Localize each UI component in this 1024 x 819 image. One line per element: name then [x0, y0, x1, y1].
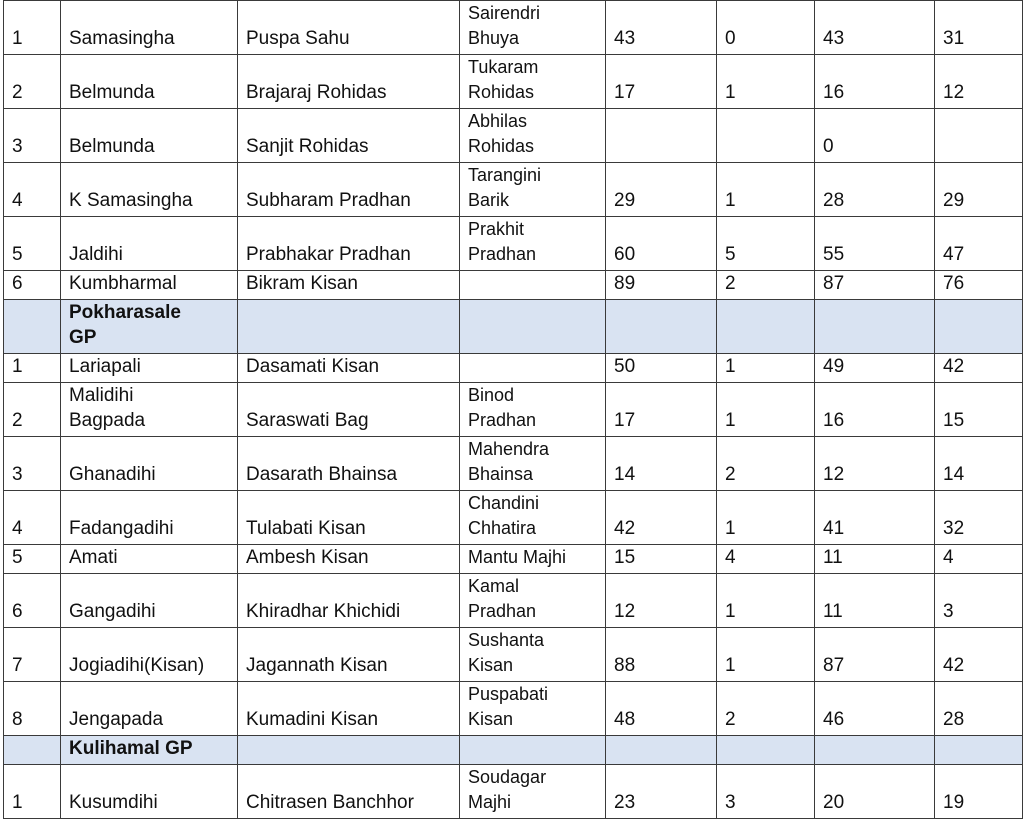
name1-cell: Ambesh Kisan: [238, 545, 460, 574]
village-cell: Kumbharmal: [61, 271, 238, 300]
value2-cell: 2: [717, 271, 815, 300]
value4-cell: 19: [935, 765, 1023, 819]
value4-cell: 42: [935, 628, 1023, 682]
name2-cell: Puspabati Kisan: [460, 682, 606, 736]
empty-cell: [238, 736, 460, 765]
name2-cell: Mahendra Bhainsa: [460, 437, 606, 491]
name2-cell: Binod Pradhan: [460, 383, 606, 437]
village-cell: Belmunda: [61, 109, 238, 163]
village-cell: Samasingha: [61, 1, 238, 55]
name1-cell: Bikram Kisan: [238, 271, 460, 300]
value2-cell: 3: [717, 765, 815, 819]
value3-cell: 41: [815, 491, 935, 545]
serial-number-cell: 4: [4, 491, 61, 545]
value2-cell: 1: [717, 383, 815, 437]
value4-cell: 12: [935, 55, 1023, 109]
value4-cell: 4: [935, 545, 1023, 574]
value1-cell: 29: [606, 163, 717, 217]
serial-number-cell: 1: [4, 1, 61, 55]
name2-cell: Kamal Pradhan: [460, 574, 606, 628]
empty-cell: [717, 736, 815, 765]
gp-name-cell: Pokharasale GP: [61, 300, 238, 354]
empty-cell: [460, 736, 606, 765]
value4-cell: 15: [935, 383, 1023, 437]
name2-cell: [460, 271, 606, 300]
value2-cell: 1: [717, 354, 815, 383]
table-row: [4, 437, 1023, 491]
table-row: [4, 109, 1023, 163]
value2-cell: 2: [717, 437, 815, 491]
value1-cell: 12: [606, 574, 717, 628]
value2-cell: 1: [717, 628, 815, 682]
serial-number-cell: 7: [4, 628, 61, 682]
value4-cell: 76: [935, 271, 1023, 300]
name2-cell: Chandini Chhatira: [460, 491, 606, 545]
village-cell: Fadangadihi: [61, 491, 238, 545]
value2-cell: 1: [717, 55, 815, 109]
value3-cell: 28: [815, 163, 935, 217]
village-cell: Malidihi Bagpada: [61, 383, 238, 437]
name1-cell: Chitrasen Banchhor: [238, 765, 460, 819]
table-row: [4, 574, 1023, 628]
name2-cell: Mantu Majhi: [460, 545, 606, 574]
value1-cell: 43: [606, 1, 717, 55]
value1-cell: 50: [606, 354, 717, 383]
table-row: [4, 383, 1023, 437]
value1-cell: 88: [606, 628, 717, 682]
value1-cell: 15: [606, 545, 717, 574]
name1-cell: Sanjit Rohidas: [238, 109, 460, 163]
gp-header-row: [4, 300, 1023, 354]
name2-cell: Sairendri Bhuya: [460, 1, 606, 55]
village-cell: Belmunda: [61, 55, 238, 109]
value1-cell: 48: [606, 682, 717, 736]
village-cell: Jengapada: [61, 682, 238, 736]
name1-cell: Dasamati Kisan: [238, 354, 460, 383]
name1-cell: Brajaraj Rohidas: [238, 55, 460, 109]
empty-cell: [606, 736, 717, 765]
value2-cell: [717, 109, 815, 163]
value3-cell: 87: [815, 271, 935, 300]
value2-cell: 5: [717, 217, 815, 271]
serial-number-cell: 3: [4, 109, 61, 163]
serial-number-cell: 2: [4, 55, 61, 109]
value2-cell: 2: [717, 682, 815, 736]
value3-cell: 43: [815, 1, 935, 55]
value1-cell: 23: [606, 765, 717, 819]
village-cell: Jogiadihi(Kisan): [61, 628, 238, 682]
value3-cell: 20: [815, 765, 935, 819]
value3-cell: 87: [815, 628, 935, 682]
table-row: [4, 491, 1023, 545]
serial-number-cell: 5: [4, 545, 61, 574]
village-cell: Ghanadihi: [61, 437, 238, 491]
name1-cell: Jagannath Kisan: [238, 628, 460, 682]
value1-cell: 42: [606, 491, 717, 545]
serial-number-cell: 2: [4, 383, 61, 437]
value3-cell: 16: [815, 383, 935, 437]
name2-cell: Prakhit Pradhan: [460, 217, 606, 271]
table-row: [4, 628, 1023, 682]
gp-header-row: [4, 736, 1023, 765]
value2-cell: 1: [717, 163, 815, 217]
table-row: [4, 55, 1023, 109]
value4-cell: 28: [935, 682, 1023, 736]
name1-cell: Prabhakar Pradhan: [238, 217, 460, 271]
table-row: [4, 217, 1023, 271]
value3-cell: 11: [815, 545, 935, 574]
table-row: [4, 1, 1023, 55]
empty-cell: [606, 300, 717, 354]
serial-number-cell: 5: [4, 217, 61, 271]
serial-number-cell: 8: [4, 682, 61, 736]
value1-cell: [606, 109, 717, 163]
value1-cell: 60: [606, 217, 717, 271]
value3-cell: 0: [815, 109, 935, 163]
table-row: [4, 271, 1023, 300]
value1-cell: 17: [606, 55, 717, 109]
village-cell: Amati: [61, 545, 238, 574]
serial-number-cell: 1: [4, 354, 61, 383]
table-row: [4, 765, 1023, 819]
value4-cell: [935, 109, 1023, 163]
value1-cell: 89: [606, 271, 717, 300]
value4-cell: 14: [935, 437, 1023, 491]
name1-cell: Dasarath Bhainsa: [238, 437, 460, 491]
value3-cell: 49: [815, 354, 935, 383]
value3-cell: 46: [815, 682, 935, 736]
value1-cell: 14: [606, 437, 717, 491]
name2-cell: Abhilas Rohidas: [460, 109, 606, 163]
empty-cell: [4, 736, 61, 765]
table-row: [4, 545, 1023, 574]
value4-cell: 29: [935, 163, 1023, 217]
table-row: [4, 682, 1023, 736]
serial-number-cell: 6: [4, 271, 61, 300]
value3-cell: 11: [815, 574, 935, 628]
value3-cell: 55: [815, 217, 935, 271]
value3-cell: 16: [815, 55, 935, 109]
name1-cell: Saraswati Bag: [238, 383, 460, 437]
gp-name-cell: Kulihamal GP: [61, 736, 238, 765]
table-row: [4, 354, 1023, 383]
value3-cell: 12: [815, 437, 935, 491]
value2-cell: 1: [717, 491, 815, 545]
name2-cell: Sushanta Kisan: [460, 628, 606, 682]
table-body: [4, 1, 1023, 819]
empty-cell: [935, 300, 1023, 354]
village-cell: Jaldihi: [61, 217, 238, 271]
empty-cell: [460, 300, 606, 354]
empty-cell: [238, 300, 460, 354]
value2-cell: 0: [717, 1, 815, 55]
village-cell: Kusumdihi: [61, 765, 238, 819]
name2-cell: Tarangini Barik: [460, 163, 606, 217]
serial-number-cell: 1: [4, 765, 61, 819]
value4-cell: 3: [935, 574, 1023, 628]
value4-cell: 32: [935, 491, 1023, 545]
name2-cell: Tukaram Rohidas: [460, 55, 606, 109]
serial-number-cell: 3: [4, 437, 61, 491]
name2-cell: Soudagar Majhi: [460, 765, 606, 819]
empty-cell: [815, 736, 935, 765]
village-cell: K Samasingha: [61, 163, 238, 217]
value4-cell: 42: [935, 354, 1023, 383]
empty-cell: [4, 300, 61, 354]
village-cell: Gangadihi: [61, 574, 238, 628]
name1-cell: Subharam Pradhan: [238, 163, 460, 217]
value4-cell: 31: [935, 1, 1023, 55]
empty-cell: [815, 300, 935, 354]
value2-cell: 4: [717, 545, 815, 574]
name1-cell: Tulabati Kisan: [238, 491, 460, 545]
name1-cell: Puspa Sahu: [238, 1, 460, 55]
table-row: [4, 163, 1023, 217]
value4-cell: 47: [935, 217, 1023, 271]
data-table: [3, 0, 1023, 819]
name1-cell: Khiradhar Khichidi: [238, 574, 460, 628]
serial-number-cell: 4: [4, 163, 61, 217]
serial-number-cell: 6: [4, 574, 61, 628]
empty-cell: [717, 300, 815, 354]
value1-cell: 17: [606, 383, 717, 437]
empty-cell: [935, 736, 1023, 765]
village-cell: Lariapali: [61, 354, 238, 383]
name2-cell: [460, 354, 606, 383]
value2-cell: 1: [717, 574, 815, 628]
name1-cell: Kumadini Kisan: [238, 682, 460, 736]
